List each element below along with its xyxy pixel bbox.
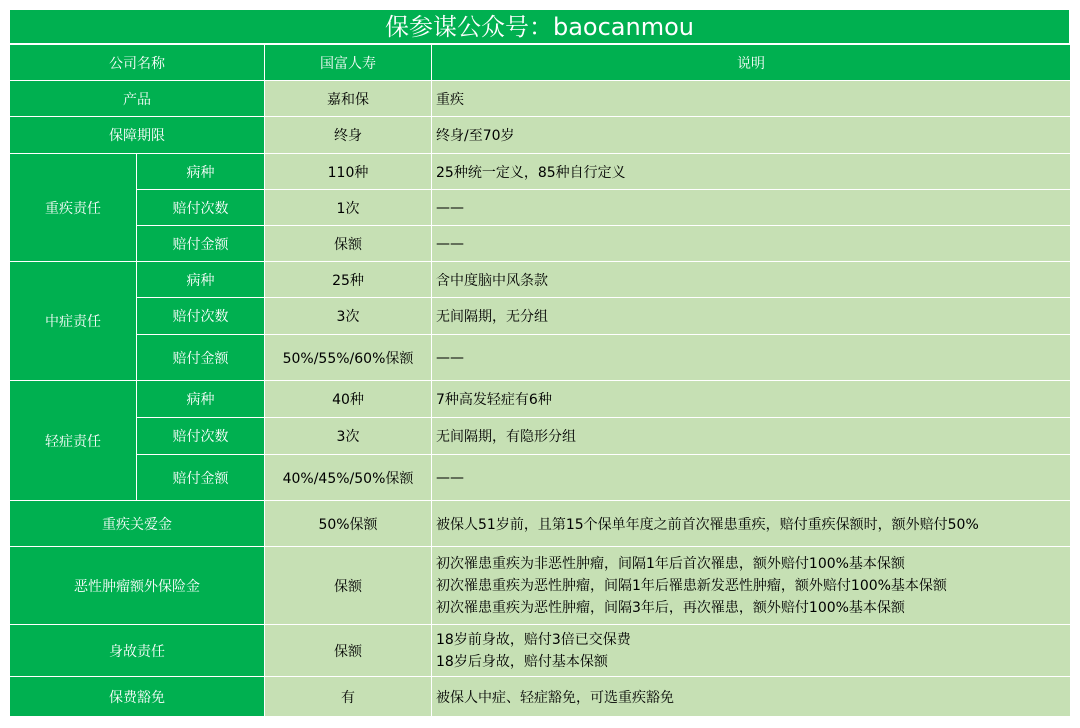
group-label-moderate: 中症责任 [10,262,137,381]
comparison-table [9,44,1071,717]
table-row [10,501,1071,547]
sub-note: —— [432,226,1071,262]
row-label-term: 保障期限 [10,117,265,154]
header-company-value: 国富人寿 [265,45,432,81]
note-line: 18岁前身故，赔付3倍已交保费 [436,631,631,648]
sub-value: 25种 [265,262,432,298]
sub-label: 赔付次数 [137,298,265,335]
row-note-term: 终身/至70岁 [432,117,1071,154]
sub-value: 保额 [265,226,432,262]
row-value-death: 保额 [265,625,432,677]
sub-value: 110种 [265,154,432,190]
sub-label: 病种 [137,381,265,418]
note-line: 初次罹患重疾为非恶性肿瘤，间隔1年后首次罹患，额外赔付100%基本保额 [436,555,905,572]
sub-value: 40%/45%/50%保额 [265,455,432,501]
table-row [10,298,1071,335]
row-value-cancer: 保额 [265,547,432,625]
sub-label: 赔付金额 [137,455,265,501]
group-label-critical: 重疾责任 [10,154,137,262]
table-row [10,381,1071,418]
sub-label: 赔付次数 [137,190,265,226]
sub-label: 赔付次数 [137,418,265,455]
table-row [10,418,1071,455]
sub-value: 3次 [265,298,432,335]
row-label-product: 产品 [10,81,265,117]
table-row [10,154,1071,190]
row-label-waiver: 保费豁免 [10,677,265,717]
sub-note: —— [432,335,1071,381]
row-label-death: 身故责任 [10,625,265,677]
row-note-product: 重疾 [432,81,1071,117]
group-label-mild: 轻症责任 [10,381,137,501]
row-note-death [432,625,1071,677]
note-line: 初次罹患重疾为恶性肿瘤，间隔1年后罹患新发恶性肿瘤，额外赔付100%基本保额 [436,577,947,594]
note-line: 18岁后身故，赔付基本保额 [436,653,608,670]
sub-note: 无间隔期，无分组 [432,298,1071,335]
row-value-term: 终身 [265,117,432,154]
sub-note: —— [432,455,1071,501]
sub-value: 3次 [265,418,432,455]
row-label-care: 重疾关爱金 [10,501,265,547]
sub-value: 40种 [265,381,432,418]
row-label-cancer: 恶性肿瘤额外保险金 [10,547,265,625]
sub-note: 7种高发轻症有6种 [432,381,1071,418]
sub-label: 赔付金额 [137,335,265,381]
table-row [10,677,1071,717]
sub-value: 1次 [265,190,432,226]
table-row [10,262,1071,298]
sub-label: 病种 [137,154,265,190]
note-line: 初次罹患重疾为恶性肿瘤，间隔3年后，再次罹患，额外赔付100%基本保额 [436,599,905,616]
sub-note: 含中度脑中风条款 [432,262,1071,298]
sub-label: 病种 [137,262,265,298]
sub-note: 无间隔期，有隐形分组 [432,418,1071,455]
row-value-care: 50%保额 [265,501,432,547]
table-row [10,117,1071,154]
table-row [10,625,1071,677]
table-row [10,81,1071,117]
table-row [10,190,1071,226]
header-company-label: 公司名称 [10,45,265,81]
page-title: 保参谋公众号：baocanmou [9,9,1070,44]
row-note-cancer [432,547,1071,625]
sub-label: 赔付金额 [137,226,265,262]
table-row [10,335,1071,381]
sub-note: 25种统一定义，85种自行定义 [432,154,1071,190]
row-note-waiver: 被保人中症、轻症豁免，可选重疾豁免 [432,677,1071,717]
header-row [10,45,1071,81]
row-value-product: 嘉和保 [265,81,432,117]
sub-note: —— [432,190,1071,226]
table-row [10,455,1071,501]
row-note-care: 被保人51岁前，且第15个保单年度之前首次罹患重疾，赔付重疾保额时，额外赔付50% [432,501,1071,547]
header-note-label: 说明 [432,45,1071,81]
row-value-waiver: 有 [265,677,432,717]
table-row [10,547,1071,625]
sub-value: 50%/55%/60%保额 [265,335,432,381]
table-row [10,226,1071,262]
